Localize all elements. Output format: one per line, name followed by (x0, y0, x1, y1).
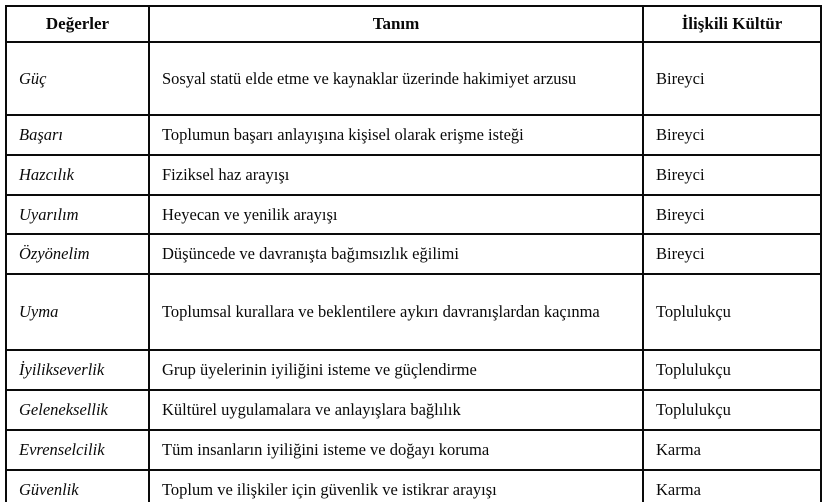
definition-cell: Kültürel uygulamalara ve anlayışlara bağlılık (149, 390, 643, 430)
culture-cell: Bireyci (643, 155, 821, 195)
definition-cell: Toplum ve ilişkiler için güvenlik ve istikrar arayışı (149, 470, 643, 502)
value-cell: İyilikseverlik (6, 350, 149, 390)
value-cell: Güç (6, 42, 149, 115)
table-row (6, 470, 821, 502)
table-row (6, 155, 821, 195)
table-row (6, 350, 821, 390)
table-row (6, 274, 821, 350)
definition-cell: Düşüncede ve davranışta bağımsızlık eğilimi (149, 234, 643, 274)
table-header (6, 6, 821, 42)
table-row (6, 234, 821, 274)
definition-cell: Grup üyelerinin iyiliğini isteme ve güçlendirme (149, 350, 643, 390)
values-culture-table (5, 5, 822, 502)
culture-cell: Toplulukçu (643, 390, 821, 430)
culture-cell: Karma (643, 430, 821, 470)
table-row (6, 195, 821, 235)
definition-cell: Fiziksel haz arayışı (149, 155, 643, 195)
value-cell: Başarı (6, 115, 149, 155)
definition-cell: Tüm insanların iyiliğini isteme ve doğayı koruma (149, 430, 643, 470)
definition-cell: Sosyal statü elde etme ve kaynaklar üzerinde hakimiyet arzusu (149, 42, 643, 115)
header-values: Değerler (6, 6, 149, 42)
definition-cell: Toplumsal kurallara ve beklentilere aykırı davranışlardan kaçınma (149, 274, 643, 350)
value-cell: Evrenselcilik (6, 430, 149, 470)
culture-cell: Bireyci (643, 42, 821, 115)
culture-cell: Bireyci (643, 115, 821, 155)
table-row (6, 42, 821, 115)
table-row (6, 390, 821, 430)
culture-cell: Bireyci (643, 195, 821, 235)
table-row (6, 115, 821, 155)
header-related-culture: İlişkili Kültür (643, 6, 821, 42)
header-definition: Tanım (149, 6, 643, 42)
definition-cell: Toplumun başarı anlayışına kişisel olarak erişme isteği (149, 115, 643, 155)
value-cell: Uyma (6, 274, 149, 350)
culture-cell: Karma (643, 470, 821, 502)
definition-cell: Heyecan ve yenilik arayışı (149, 195, 643, 235)
table-body (6, 42, 821, 502)
value-cell: Uyarılım (6, 195, 149, 235)
table-row (6, 430, 821, 470)
header-row (6, 6, 821, 42)
culture-cell: Bireyci (643, 234, 821, 274)
value-cell: Hazcılık (6, 155, 149, 195)
value-cell: Geleneksellik (6, 390, 149, 430)
value-cell: Güvenlik (6, 470, 149, 502)
culture-cell: Toplulukçu (643, 350, 821, 390)
culture-cell: Toplulukçu (643, 274, 821, 350)
value-cell: Özyönelim (6, 234, 149, 274)
